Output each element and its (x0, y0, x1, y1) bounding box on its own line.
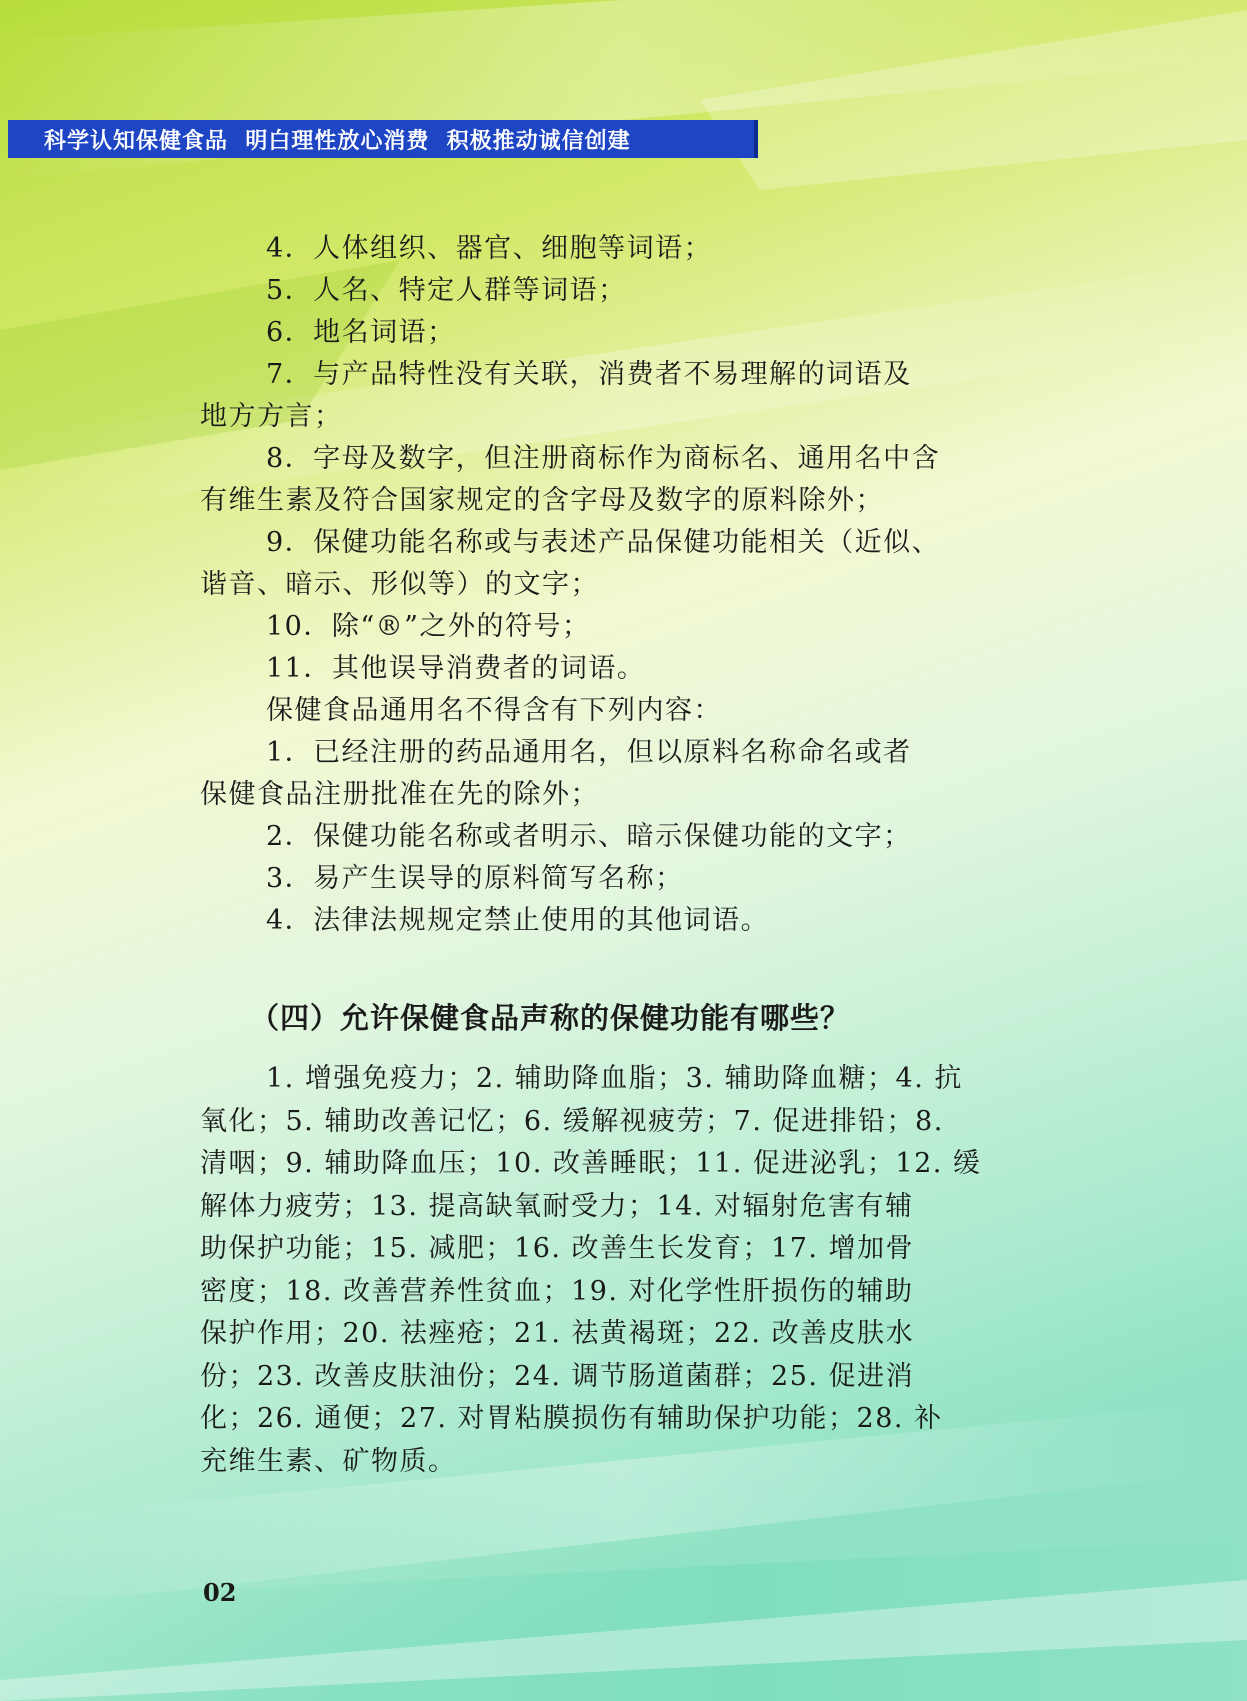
text-line: 充维生素、矿物质。 (200, 1445, 457, 1477)
text-line: 4．人体组织、器官、细胞等词语； (266, 233, 713, 264)
text-line: 助保护功能；15. 减肥；16. 改善生长发育；17. 增加骨 (200, 1233, 915, 1264)
text-line: 3．易产生误导的原料简写名称； (266, 863, 684, 894)
text-line: 份；23. 改善皮肤油份；24. 调节肠道菌群；25. 促进消 (200, 1360, 915, 1392)
section-heading: （四）允许保健食品声称的保健功能有哪些？ (250, 1001, 851, 1035)
text-line: 11．其他误导消费者的词语。 (266, 653, 646, 684)
text-line: 氧化；5. 辅助改善记忆；6. 缓解视疲劳；7. 促进排铅；8. (200, 1105, 944, 1137)
header-banner (8, 120, 758, 158)
text-line: 保健食品注册批准在先的除外； (200, 779, 599, 810)
text-line: 密度；18. 改善营养性贫血；19. 对化学性肝损伤的辅助 (200, 1275, 914, 1307)
text-line: 清咽；9. 辅助降血压；10. 改善睡眠；11. 促进泌乳；12. 缓 (200, 1148, 982, 1179)
health-functions-section (200, 1058, 1050, 1483)
text-line: 6．地名词语； (266, 317, 456, 348)
text-line: 地方方言； (200, 401, 343, 432)
text-line: 保护作用；20. 祛痤疮；21. 祛黄褐斑；22. 改善皮肤水 (200, 1318, 915, 1349)
text-line: 化；26. 通便；27. 对胃粘膜损伤有辅助保护功能；28. 补 (200, 1403, 943, 1434)
prohibited-terms-section (200, 228, 1050, 942)
text-line: 1．已经注册的药品通用名，但以原料名称命名或者 (266, 737, 912, 768)
banner-slogan: 科学认知保健食品 明白理性放心消费 积极推动诚信创建 (44, 128, 631, 154)
text-line: 谐音、暗示、形似等）的文字； (200, 569, 599, 600)
text-line: 解体力疲劳；13. 提高缺氧耐受力；14. 对辐射危害有辅 (200, 1190, 914, 1222)
page-number: 02 (203, 1578, 237, 1607)
text-line: 10．除“®”之外的符号； (266, 611, 591, 642)
text-line: 5．人名、特定人群等词语； (266, 275, 627, 306)
text-line: 7．与产品特性没有关联，消费者不易理解的词语及 (266, 359, 912, 390)
text-line: 2．保健功能名称或者明示、暗示保健功能的文字； (266, 821, 912, 852)
text-line: 有维生素及符合国家规定的含字母及数字的原料除外； (200, 485, 884, 516)
text-line: 8．字母及数字，但注册商标作为商标名、通用名中含 (266, 443, 941, 474)
text-line: 保健食品通用名不得含有下列内容： (266, 695, 722, 726)
text-line: 1. 增强免疫力；2. 辅助降血脂；3. 辅助降血糖；4. 抗 (266, 1063, 963, 1094)
text-line: 4．法律法规规定禁止使用的其他词语。 (266, 905, 770, 936)
text-line: 9．保健功能名称或与表述产品保健功能相关（近似、 (266, 527, 941, 558)
